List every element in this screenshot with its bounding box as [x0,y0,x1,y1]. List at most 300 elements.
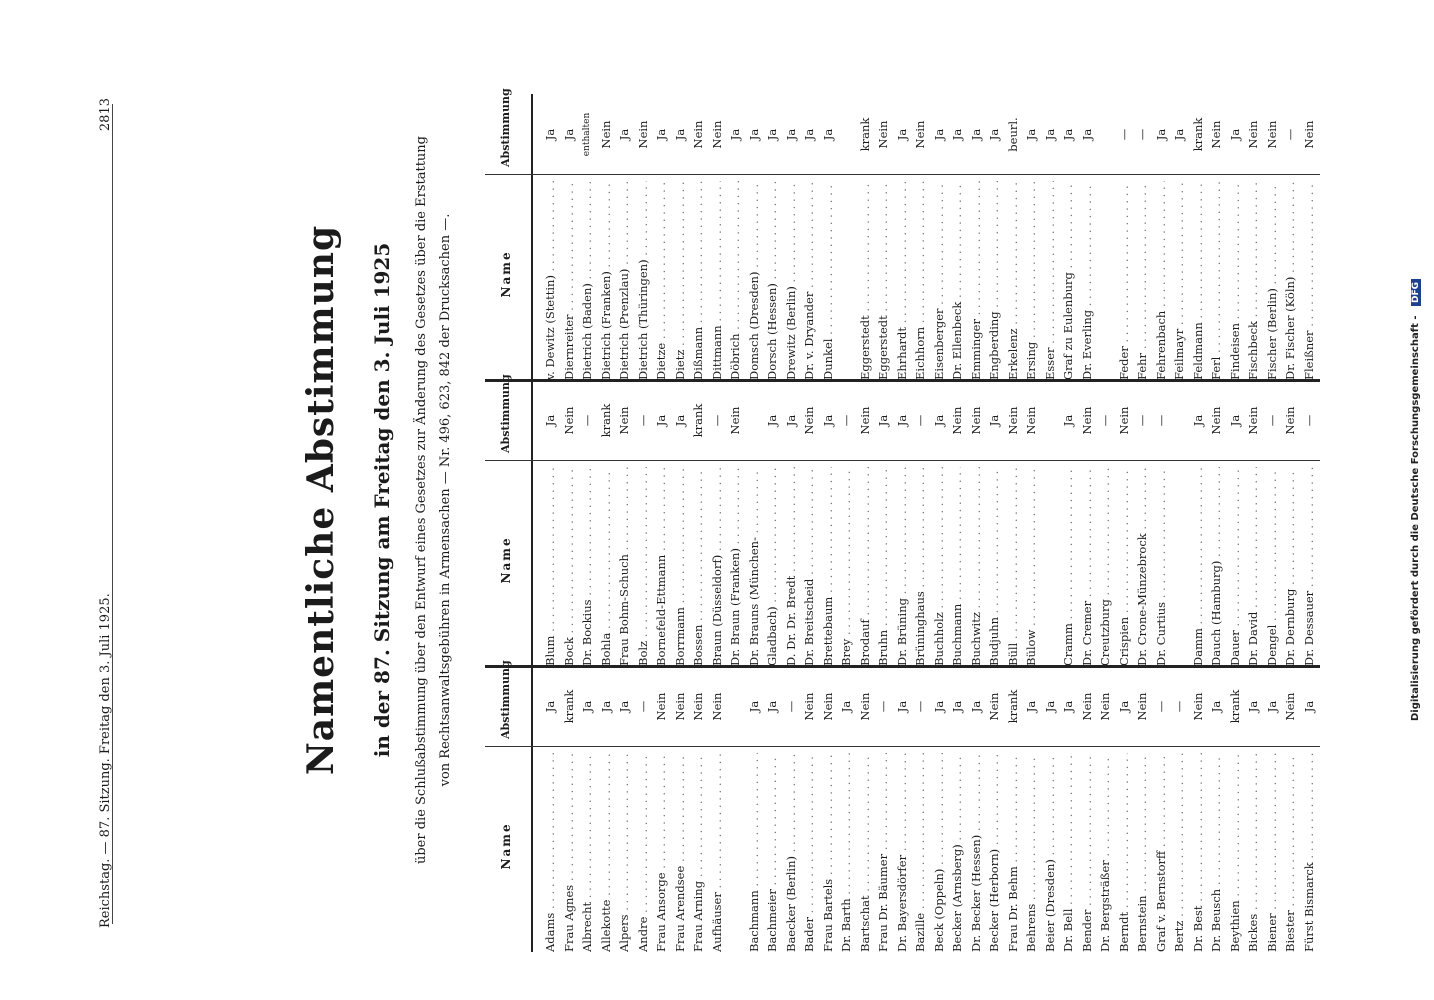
vote-value: Nein [691,120,705,149]
column-header [485,374,533,666]
vote-value: Ja [1227,414,1242,427]
member-name: Bock . . . [562,467,576,666]
member-name: Dietrich (Prenzlau) . . . [617,181,631,380]
vote-value: Ja [820,128,835,141]
vote-value: Ja [950,700,964,713]
table-row [839,94,853,380]
table-row [1098,666,1112,952]
member-name: Budjuhn . . . [987,467,1001,666]
member-name: Dr. Becker (Hessen) . . . [969,753,983,952]
member-name: Domsch (Dresden) . . . [747,181,761,380]
table-row [599,666,613,952]
header-left: Reichstag. — 87. Sitzung. Freitag den 3. Juli 1925. [98,593,113,928]
table-row [1043,94,1057,380]
vote-value: krank [561,689,576,724]
member-name: Ehrhardt . . . [895,181,909,380]
table-row [1302,666,1316,952]
vote-value: Ja [654,414,668,427]
member-name: Fehr . . . [1135,181,1149,380]
vote-value: Ja [654,128,668,141]
table-row [839,380,853,666]
vote-value: Nein [802,406,816,435]
member-name: Brodauf . . . [858,467,872,666]
member-name: Dr. Ellenbeck . . . [950,181,964,380]
header-name: Name [499,250,513,298]
header-rule [112,104,113,924]
table-row [1265,94,1279,380]
vote-value: Ja [931,128,946,141]
vote-value: — [1153,700,1168,713]
vote-value: — [1135,128,1149,141]
vote-value: Nein [1190,692,1205,721]
table-row [1135,380,1149,666]
vote-value: Nein [1024,406,1038,435]
member-name: Diernreiter . . . [562,181,576,380]
member-name: Dr. Crone-Münzebrock . . . [1135,467,1149,666]
vote-value: Nein [1283,406,1297,435]
vote-value: Ja [839,700,853,713]
table-row [728,666,742,952]
member-name: Dr. Bockius . . . [580,467,594,666]
block-separator [485,379,1320,382]
vote-value: Ja [1172,128,1186,141]
vote-value: Ja [894,700,909,713]
vote-value: Nein [654,692,668,721]
member-name: Eggerstedt . . . [858,181,872,380]
member-name: Dietze . . . [654,181,668,380]
table-row [562,380,576,666]
vote-value: Ja [1190,414,1205,427]
vote-value: Ja [765,414,779,427]
table-row [987,380,1001,666]
member-name: Bartschat . . . [858,753,872,952]
vote-value: Nein [987,692,1001,721]
table-row [1191,666,1205,952]
vote-value: — [913,700,927,713]
table-row [636,380,650,666]
member-name: Bohla . . . [599,467,613,666]
vote-value: Nein [691,692,705,721]
vote-value: — [1264,414,1279,427]
member-name: Bender . . . [1080,753,1094,952]
table-row [673,380,687,666]
table-row [617,380,631,666]
table-row [1080,380,1094,666]
vote-value: Ja [746,700,761,713]
table-row [932,380,946,666]
table-row [1098,94,1112,380]
member-name: Döbrich . . . [728,181,742,380]
member-name: Erkelenz . . . [1006,181,1020,380]
table-row [765,380,779,666]
member-name: Dißmann . . . [691,181,705,380]
vote-value: Ja [1061,414,1075,427]
member-name: Dr. Braun (Franken) . . . [728,467,742,666]
member-name: Graf zu Eulenburg . . . [1061,181,1075,380]
vote-value: — [1098,414,1112,427]
table-row [1228,380,1242,666]
member-name: Bachmeier . . . [765,753,779,952]
member-name: Dittmann . . . [710,181,724,380]
vote-value: krank [1005,689,1020,724]
vote-value: krank [691,403,705,438]
vote-value: beurl. [1005,117,1020,152]
table-row [839,666,853,952]
dfg-logo: DFG [1411,279,1421,306]
vote-value: — [1301,414,1316,427]
table-row [562,94,576,380]
vote-value: Ja [598,700,613,713]
vote-value: Ja [765,700,779,713]
vote-value: Ja [1042,700,1057,713]
header-name: Name [499,536,513,584]
table-row [765,666,779,952]
member-name: Emminger . . . [969,181,983,380]
vote-value: Ja [728,128,742,141]
vote-value: — [1172,700,1186,713]
table-row [1154,380,1168,666]
table-row [1006,94,1020,380]
table-row [765,94,779,380]
page-title: Namentliche Abstimmung [300,224,342,776]
vote-value: Ja [1061,128,1075,141]
vote-value: Nein [561,406,576,435]
vote-value: Ja [783,414,798,427]
member-name: Graf v. Bernstorff . . . [1154,753,1168,952]
vote-value: Ja [543,128,557,141]
member-name: Berndt . . . [1117,753,1131,952]
table-row [913,94,927,380]
table-row [543,380,557,666]
vote-value: Nein [820,692,835,721]
vote-value: — [1116,128,1131,141]
vote-value: Nein [1246,406,1260,435]
vote-value: Nein [802,692,816,721]
member-name: Baecker (Berlin) . . . [784,753,798,952]
member-name: Buchholz . . . [932,467,946,666]
vote-value: Nein [672,692,687,721]
table-row [1135,666,1149,952]
table-row [1209,380,1223,666]
vote-value: Ja [1264,700,1279,713]
vote-value: Nein [598,120,613,149]
member-name: Frau Ansorge . . . [654,753,668,952]
member-name: Crispien . . . [1117,467,1131,666]
table-row [673,666,687,952]
member-name: Aufhäuser . . . [710,753,724,952]
member-name: Büll . . . [1006,467,1020,666]
member-name: Frau Arendsee . . . [673,753,687,952]
member-name: Bickes . . . [1246,753,1260,952]
table-row [617,666,631,952]
vote-value: — [635,700,650,713]
vote-value: Ja [987,128,1001,141]
member-name: Brüninghaus . . . [913,467,927,666]
vote-value: Nein [968,406,983,435]
vote-value: Ja [1079,128,1094,141]
table-row [543,94,557,380]
table-row [895,666,909,952]
table-row [1302,94,1316,380]
member-name: Dr. Breitscheid . . . [802,467,816,666]
table-row [1154,666,1168,952]
table-row [654,94,668,380]
vote-value: Ja [876,414,890,427]
member-name: Brey . . . [839,467,853,666]
vote-value: krank [857,117,872,152]
member-name: Fleißner . . . [1302,181,1316,380]
vote-value: krank [1227,689,1242,724]
member-name: Dr. Best . . . [1191,753,1205,952]
member-name: Creutzburg . . . [1098,467,1112,666]
table-row [784,666,798,952]
member-name: Beier (Dresden) . . . [1043,753,1057,952]
vote-value: Ja [1042,128,1057,141]
table-row [969,380,983,666]
column-header [485,660,533,952]
member-name: Eisenberger . . . [932,181,946,380]
table-row [1265,380,1279,666]
vote-value: Nein [1005,406,1020,435]
vote-value: Ja [950,128,964,141]
table-row [636,666,650,952]
table-row [784,94,798,380]
table-row [599,94,613,380]
member-name: Andre . . . [636,753,650,952]
member-name: Bazille . . . [913,753,927,952]
table-row [691,94,705,380]
table-row [562,666,576,952]
block-separator [485,665,1320,668]
member-name: Biester . . . [1283,753,1297,952]
vote-value: Nein [635,120,650,149]
description [410,80,458,920]
vote-value: Ja [1209,700,1223,713]
member-name: Frau Agnes . . . [562,753,576,952]
vote-value: Nein [913,120,927,149]
member-name: Dr. Fischer (Köln) . . . [1283,181,1297,380]
member-name: Engberding . . . [987,181,1001,380]
member-name: Findeisen . . . [1228,181,1242,380]
table-row [1209,94,1223,380]
table-row [673,94,687,380]
member-name: Dr. David . . . [1246,467,1260,666]
table-row [1283,380,1297,666]
member-name: Bossen . . . [691,467,705,666]
vote-value: Ja [1153,128,1168,141]
table-row [1024,94,1038,380]
member-name: Becker (Arnsberg) . . . [950,753,964,952]
table-row [1061,380,1075,666]
table-row [710,94,724,380]
member-name: Alpers . . . [617,753,631,952]
member-name: Dauer . . . [1228,467,1242,666]
table-row [1024,380,1038,666]
table-row [876,666,890,952]
member-name: Cramm . . . [1061,467,1075,666]
table-row [691,380,705,666]
member-name: Dietrich (Thüringen) . . . [636,181,650,380]
member-name: Dr. Dernburg . . . [1283,467,1297,666]
table-row [728,94,742,380]
table-row [1061,94,1075,380]
table-row [1283,94,1297,380]
member-name: Fischer (Berlin) . . . [1265,181,1279,380]
table-row [1265,666,1279,952]
vote-value: Nein [1283,692,1297,721]
table-row [543,666,557,952]
table-row [654,666,668,952]
vote-value: — [635,414,650,427]
table-row [858,94,872,380]
vote-table [485,88,1320,952]
member-name: Behrens . . . [1024,753,1038,952]
member-name: Damm . . . [1191,467,1205,666]
table-row [895,380,909,666]
table-row [747,94,761,380]
member-name: Albrecht . . . [580,753,594,952]
vote-value: Nein [1301,120,1316,149]
table-row [580,94,594,380]
vote-value: Ja [931,700,946,713]
sidebar [1394,0,1434,1000]
vote-value: Ja [1301,700,1316,713]
table-row [636,94,650,380]
member-name: v. Dewitz (Stettin) . . . [543,181,557,380]
table-row [654,380,668,666]
member-name: Esser . . . [1043,181,1057,380]
member-name: Fischbeck . . . [1246,181,1260,380]
vote-value: Nein [1209,406,1223,435]
table-row [802,666,816,952]
member-name: Blum . . . [543,467,557,666]
table-row [969,666,983,952]
page-number: 2813 [98,98,113,132]
table-row [1154,94,1168,380]
table-row [1006,380,1020,666]
table-row [895,94,909,380]
member-name: Dr. Dessauer . . . [1302,467,1316,666]
vote-value: Ja [1227,128,1242,141]
vote-value: Nein [1209,120,1223,149]
table-row [987,94,1001,380]
vote-value: Ja [894,128,909,141]
member-name: Feilmayr . . . [1172,181,1186,380]
vote-value: Nein [1135,692,1149,721]
vote-value: Ja [672,414,687,427]
table-row [747,380,761,666]
vote-value: Nein [1246,120,1260,149]
vote-value: Ja [894,414,909,427]
table-row [932,94,946,380]
member-name: Dorsch (Hessen) . . . [765,181,779,380]
vote-value: — [709,414,724,427]
member-name: Dr. Bergsträßer . . . [1098,753,1112,952]
vote-value: Ja [1024,700,1038,713]
vote-value: — [1135,414,1149,427]
funding-text: Digitalisierung gefördert durch die Deutsche Forschungsgemeinschaft - [1410,315,1421,722]
member-name: Bornefeld-Ettmann . . . [654,467,668,666]
table-row [913,666,927,952]
table-row [876,380,890,666]
table-row [858,666,872,952]
member-name: Braun (Düsseldorf) . . . [710,467,724,666]
vote-value: Ja [561,128,576,141]
table-row [1080,666,1094,952]
member-name: Biener . . . [1265,753,1279,952]
vote-value: Ja [1024,128,1038,141]
table-row [1246,666,1260,952]
member-name: Frau Dr. Behm . . . [1006,753,1020,952]
table-row [821,666,835,952]
table-row [821,380,835,666]
vote-value: Ja [580,700,594,713]
table-row [1043,666,1057,952]
vote-value: Nein [1116,406,1131,435]
description-line-1: über die Schlußabstimmung über den Entwurf eines Gesetzes zur Änderung des Gesetzes über die Erstattung [414,135,429,865]
member-name: Bruhn . . . [876,467,890,666]
header-vote: Abstimmung [499,660,512,739]
table-row [1172,666,1186,952]
table-row [1135,94,1149,380]
vote-value: Ja [746,128,761,141]
table-row [1117,380,1131,666]
member-name: Dr. Bell . . . [1061,753,1075,952]
member-name: Bülow . . . [1024,467,1038,666]
vote-value: Ja [783,128,798,141]
vote-value: Ja [987,414,1001,427]
table-row [821,94,835,380]
table-row [1228,666,1242,952]
vote-value: Ja [617,700,631,713]
member-name: Gladbach) . . . [765,467,779,666]
member-name: Dr. Brauns (München- . . . [747,467,761,666]
vote-value: — [783,700,798,713]
vote-value: Ja [820,414,835,427]
member-name: Dengel . . . [1265,467,1279,666]
member-name: Drewitz (Berlin) . . . [784,181,798,380]
table-row [580,380,594,666]
vote-value: enthalten [582,112,592,157]
member-name: Dunkel . . . [821,181,835,380]
table-row [1172,94,1186,380]
header-vote: Abstimmung [499,374,512,453]
member-name: D. Dr. Dr. Bredt . . . [784,467,798,666]
member-name: Dr. Beusch . . . [1209,753,1223,952]
member-name: Buchmann . . . [950,467,964,666]
vote-value: Nein [1079,692,1094,721]
member-name: Dr. Curtius . . . [1154,467,1168,666]
table-row [599,380,613,666]
member-name: Ferl . . . [1209,181,1223,380]
table-row [580,666,594,952]
table-row [1006,666,1020,952]
table-row [1098,380,1112,666]
vote-value: — [913,414,927,427]
vote-value: Nein [1098,692,1112,721]
member-name: Allekotte . . . [599,753,613,952]
table-row [1191,94,1205,380]
member-name: Dietrich (Baden) . . . [580,181,594,380]
table-row [802,94,816,380]
table-row [1117,666,1131,952]
table-row [876,94,890,380]
member-name: Dr. Brüning . . . [895,467,909,666]
description-line-2: von Rechtsanwaltsgebühren in Armensachen — Nr. 496, 623, 842 der Drucksachen —. [438,213,453,787]
vote-value: — [876,700,890,713]
table-row [1024,666,1038,952]
table-row [950,380,964,666]
